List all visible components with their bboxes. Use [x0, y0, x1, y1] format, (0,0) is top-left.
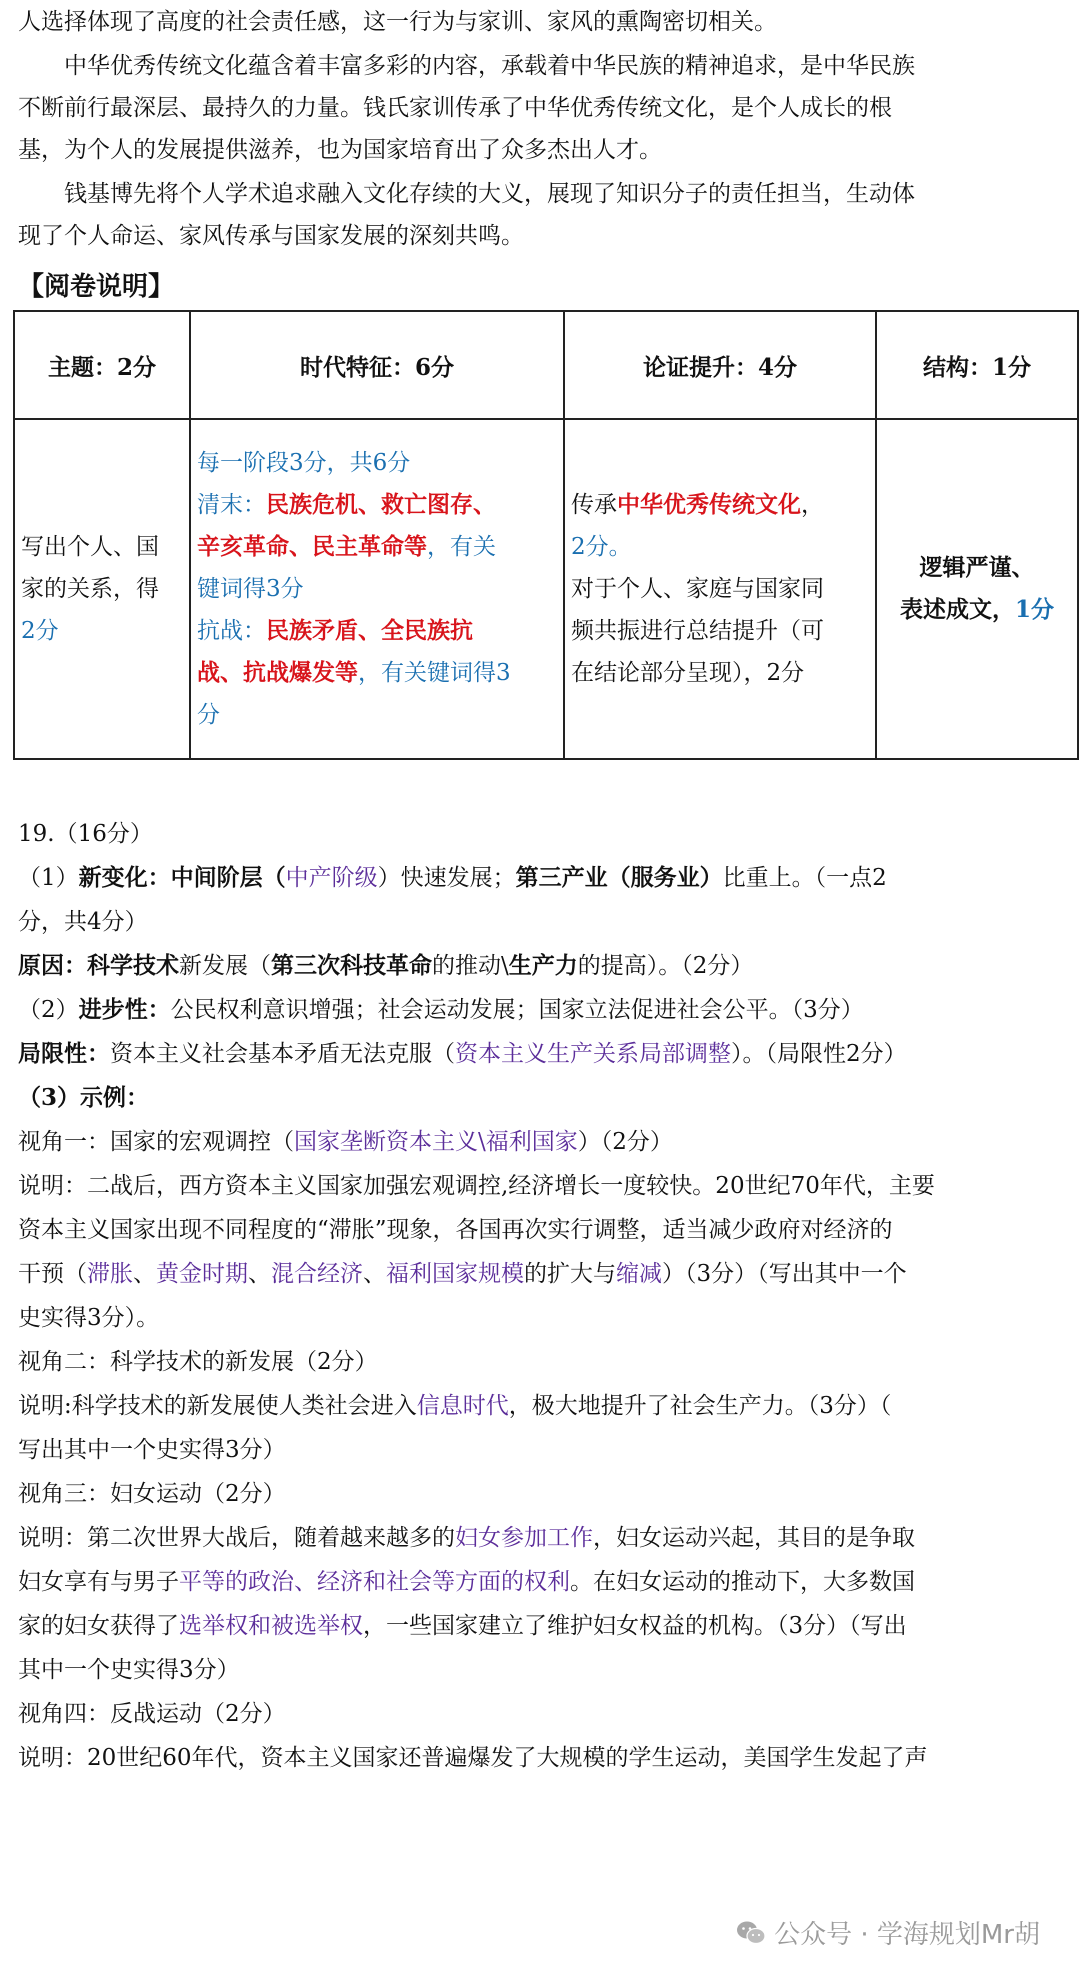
answer-line: 视角四：反战运动（2分）: [18, 1701, 286, 1727]
cell-line: 键词得3分: [197, 576, 304, 602]
grading-header-row: [14, 311, 1078, 419]
answer-line: [18, 1120, 1068, 1164]
label: 局限性：: [18, 1040, 110, 1067]
cell-line: [883, 589, 1071, 631]
text: ）（2分）: [577, 1129, 673, 1155]
grading-body-row: [14, 419, 1078, 759]
keyword: 资本主义生产关系局部调整: [455, 1041, 731, 1067]
score-note: 1分: [1014, 596, 1054, 623]
grading-title: 【阅卷说明】: [18, 272, 175, 302]
text: 的提高）。（2分）: [577, 953, 754, 979]
keyword: 信息时代: [416, 1393, 509, 1419]
text: 新发展（: [179, 953, 271, 979]
intro-paragraph-line: 钱基博先将个人学术追求融入文化存续的大义，展现了知识分子的责任担当，生动体: [64, 181, 915, 207]
intro-paragraph-line: 中华优秀传统文化蕴含着丰富多彩的内容，承载着中华民族的精神追求，是中华民族: [64, 53, 915, 79]
text: 干预（: [18, 1261, 87, 1287]
question-heading: 19.（16分）: [18, 821, 153, 847]
score-note: ，有关: [427, 534, 496, 560]
text: 、: [133, 1261, 156, 1287]
keyword: 平等的政治、经济和社会等方面的权利: [179, 1569, 570, 1595]
answer-line: [18, 1604, 1068, 1648]
text: 视角一：国家的宏观调控（: [18, 1129, 294, 1155]
cell-line: 频共振进行总结提升（可: [571, 618, 824, 644]
watermark-text: 公众号 · 学海规划Mr胡: [774, 1920, 1040, 1950]
text: 生产力: [508, 952, 578, 979]
intro-paragraph-line: 基，为个人的发展提供滋养，也为国家培育出了众多杰出人才。: [18, 137, 662, 163]
cell-era-features: [190, 419, 564, 759]
text: 妇女享有与男子: [18, 1569, 179, 1595]
keyword: 国家垄断资本主义\福利国家: [294, 1129, 578, 1155]
text: 的推动\: [432, 953, 509, 979]
cell-line: [197, 484, 557, 526]
cell-line: 分: [197, 702, 220, 728]
keyword: 选举权和被选举权: [179, 1613, 363, 1639]
header-theme: 主题：2分: [14, 311, 190, 419]
text: ）快速发展；: [377, 865, 516, 891]
intro-paragraph-line: 不断前行最深层、最持久的力量。钱氏家训传承了中华优秀传统文化，是个人成长的根: [18, 95, 892, 121]
watermark: [736, 1914, 1040, 1951]
text: （2）: [18, 997, 79, 1023]
keyword: 福利国家规模: [386, 1261, 524, 1287]
text: 科学技术: [87, 952, 179, 979]
text: 第三产业（服务业）: [515, 864, 723, 891]
keyword: 辛亥革命、民主革命等: [197, 533, 427, 560]
answer-line: 史实得3分）。: [18, 1305, 160, 1331]
header-era-features: 时代特征：6分: [190, 311, 564, 419]
text: （1）: [18, 865, 79, 891]
text: 。在妇女运动的推动下，大多数国: [570, 1569, 915, 1595]
keyword: 妇女参加工作: [455, 1525, 593, 1551]
text: ，妇女运动兴起，其目的是争取: [593, 1525, 915, 1551]
cell-line: [197, 610, 557, 652]
text: 说明:科学技术的新发展使人类社会进入: [18, 1393, 417, 1419]
score-note: ，有关键词得3: [358, 660, 511, 686]
text: 、: [363, 1261, 386, 1287]
cell-line: 每一阶段3分，共6分: [197, 450, 411, 476]
text: 家的妇女获得了: [18, 1613, 179, 1639]
intro-line: 人选择体现了高度的社会责任感，这一行为与家训、家风的熏陶密切相关。: [18, 9, 777, 35]
text: ，极大地提升了社会生产力。（3分）（: [508, 1393, 892, 1419]
text: ，一些国家建立了维护妇女权益的机构。（3分）（写出: [363, 1613, 907, 1639]
answer-line: 写出其中一个史实得3分）: [18, 1437, 286, 1463]
answer-line: 其中一个史实得3分）: [18, 1657, 240, 1683]
answer-line: 视角二：科学技术的新发展（2分）: [18, 1349, 378, 1375]
header-argument: 论证提升：4分: [564, 311, 876, 419]
era-label: 抗战：: [197, 618, 266, 644]
keyword: 中产阶级: [285, 865, 378, 891]
text: ，: [801, 492, 824, 518]
answer-line: [18, 1032, 1068, 1076]
text: 表述成文，: [899, 596, 1015, 623]
text: 说明：第二次世界大战后，随着越来越多的: [18, 1525, 455, 1551]
cell-structure: [876, 419, 1078, 759]
keyword: 滞胀: [87, 1261, 133, 1287]
label: 进步性：: [78, 996, 171, 1023]
text: 中间阶层（: [170, 864, 286, 891]
answer-line: [18, 1516, 1068, 1560]
text: 的扩大与: [524, 1261, 616, 1287]
text: 比重上。（一点2: [722, 865, 887, 891]
label: 新变化：: [78, 864, 171, 891]
text: ）。（局限性2分）: [731, 1041, 907, 1067]
label: 原因：: [18, 952, 87, 979]
keyword: 民族矛盾、全民族抗: [266, 617, 473, 644]
keyword: 黄金时期: [156, 1261, 248, 1287]
cell-line: [197, 652, 557, 694]
text: 传承: [571, 492, 617, 518]
wechat-icon: [736, 1920, 766, 1946]
cell-line: 对于个人、家庭与国家同: [571, 576, 824, 602]
cell-theme: [14, 419, 190, 759]
text: 、: [248, 1261, 271, 1287]
text: ）（3分）（写出其中一个: [662, 1261, 907, 1287]
answer-line: [18, 856, 1068, 900]
cell-line: 2分。: [571, 534, 632, 560]
intro-paragraph-line: 现了个人命运、家风传承与国家发展的深刻共鸣。: [18, 223, 524, 249]
answer-line: 视角三：妇女运动（2分）: [18, 1481, 286, 1507]
answer-line: [18, 1252, 1068, 1296]
cell-line: [197, 526, 557, 568]
cell-line: 在结论部分呈现），2分: [571, 660, 805, 686]
answer-line: [18, 1560, 1068, 1604]
keyword: 缩减: [616, 1261, 662, 1287]
answer-line: [18, 944, 1068, 988]
answer-line: 分，共4分）: [18, 909, 148, 935]
cell-line: [571, 484, 869, 526]
era-label: 清末：: [197, 492, 266, 518]
answer-line: [18, 988, 1068, 1032]
keyword: 中华优秀传统文化: [617, 491, 801, 518]
cell-line: 家的关系，得: [21, 576, 159, 602]
cell-line: 逻辑严谨、: [919, 554, 1035, 581]
answer-line: [18, 1384, 1068, 1428]
keyword: 战、抗战爆发等: [197, 659, 358, 686]
cell-argument: [564, 419, 876, 759]
answer-line: 资本主义国家出现不同程度的“滞胀”现象，各国再次实行调整，适当减少政府对经济的: [18, 1217, 893, 1243]
text: 公民权利意识增强；社会运动发展；国家立法促进社会公平。（3分）: [170, 997, 864, 1023]
cell-line: 写出个人、国: [21, 534, 159, 560]
text: 第三次科技革命: [271, 952, 432, 979]
keyword: 民族危机、救亡图存、: [266, 491, 496, 518]
answer-line: （3）示例：: [18, 1084, 150, 1111]
text: 资本主义社会基本矛盾无法克服（: [110, 1041, 455, 1067]
answer-line: 说明：二战后，西方资本主义国家加强宏观调控,经济增长一度较快。20世纪70年代，主要: [18, 1173, 935, 1199]
answer-line: 说明：20世纪60年代，资本主义国家还普遍爆发了大规模的学生运动，美国学生发起了声: [18, 1745, 928, 1771]
header-structure: 结构：1分: [876, 311, 1078, 419]
keyword: 混合经济: [271, 1261, 363, 1287]
grading-table: [13, 310, 1079, 760]
cell-score: 2分: [21, 618, 59, 644]
